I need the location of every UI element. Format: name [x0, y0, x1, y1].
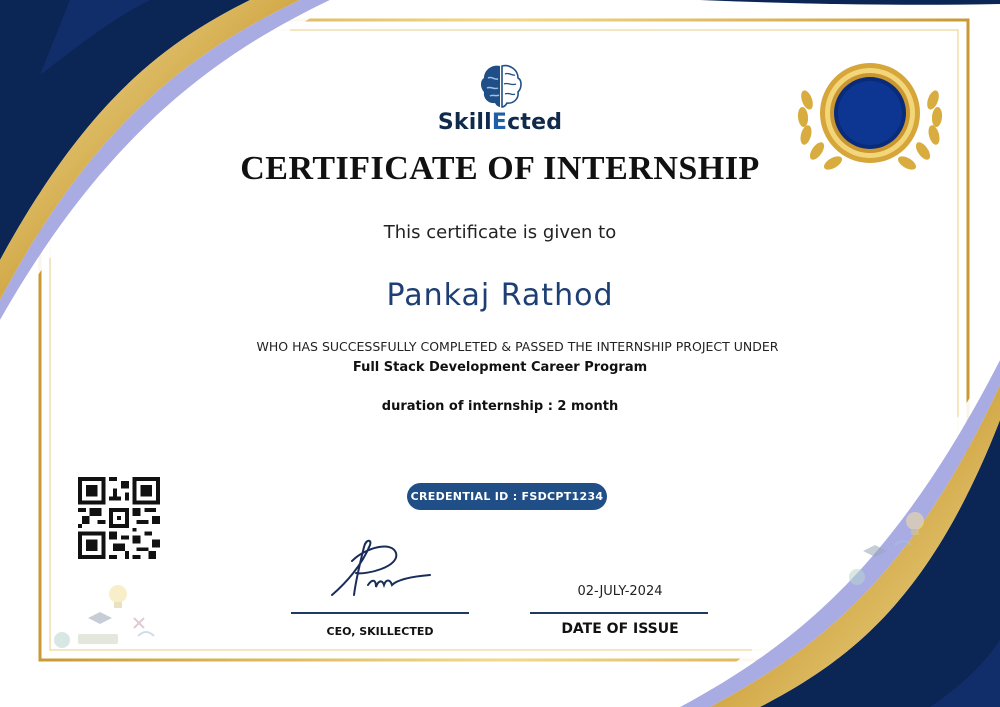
completion-text: WHO HAS SUCCESSFULLY COMPLETED & PASSED THE INTERNSHIP PROJECT UNDER: [256, 339, 779, 354]
issue-date: 02-JULY-2024: [577, 584, 663, 599]
brand-logo: SkillEcted: [437, 110, 563, 135]
education-doodle-icon: [48, 578, 168, 656]
date-of-issue-label: DATE OF ISSUE: [561, 621, 679, 637]
qr-code: [78, 477, 160, 559]
signature-line: [291, 612, 469, 614]
education-doodle-icon: [845, 505, 945, 585]
recipient-name: Pankaj Rathod: [386, 278, 614, 313]
gold-medal-icon: [795, 55, 945, 180]
ceo-label: CEO, SKILLECTED: [326, 625, 434, 638]
duration-text: duration of internship : 2 month: [381, 399, 619, 414]
credential-id-badge: CREDENTIAL ID : FSDCPT1234: [407, 483, 607, 510]
certificate-title: CERTIFICATE OF INTERNSHIP: [240, 150, 760, 187]
given-to-text: This certificate is given to: [383, 222, 617, 243]
ceo-signature: [326, 535, 436, 603]
program-name: Full Stack Development Career Program: [352, 360, 648, 375]
brain-icon: [478, 62, 524, 110]
date-line: [530, 612, 708, 614]
